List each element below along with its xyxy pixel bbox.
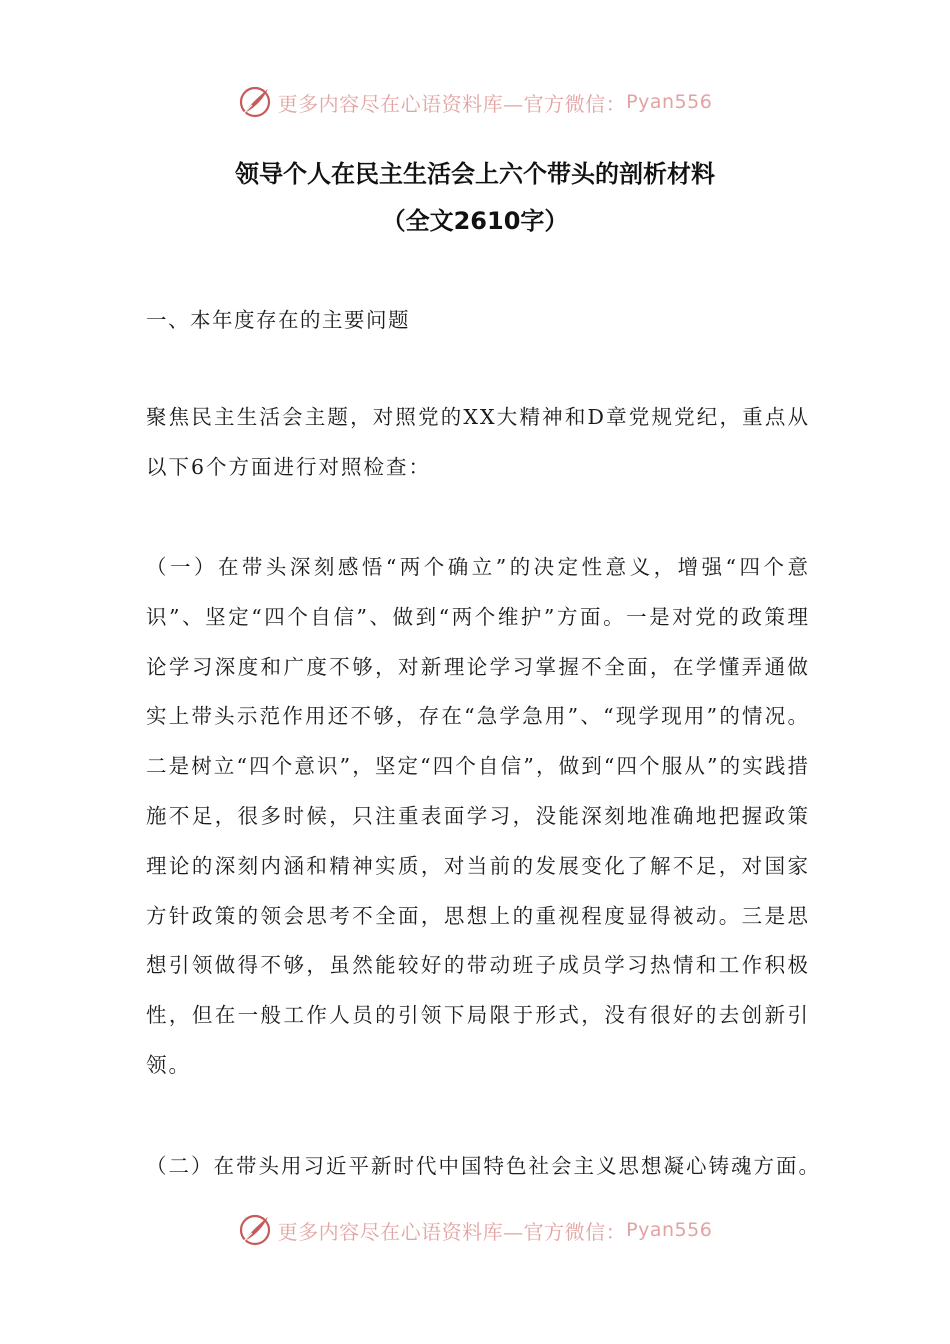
quill-pen-logo-icon bbox=[238, 1213, 272, 1247]
watermark-footer bbox=[0, 1210, 950, 1250]
section1-paragraph: （一）在带头深刻感悟“两个确立”的决定性意义，增强“四个意识”、坚定“四个自信”、做到“两个维护”方面。一是对党的政策理论学习深度和广度不够，对新理论学习掌握不全面，在学懂弄通做实上带头示范作用还不够，存在“急学急用”、“现学现用”的情况。二是树立“四个意识”，坚定“四个自信”，做到“四个服从”的实践措施不足，很多时候，只注重表面学习，没能深刻地准确地把握政策理论的深刻内涵和精神实质，对当前的发展变化了解不足，对国家方针政策的领会思考不全面，思想上的重视程度显得被动。三是思想引领做得不够，虽然能较好的带动班子成员学习热情和工作积极性，但在一般工作人员的引领下局限于形式，没有很好的去创新引领。 bbox=[146, 555, 810, 1077]
watermark-header bbox=[0, 82, 950, 122]
document-subtitle: （全文2610字） bbox=[381, 207, 569, 235]
watermark-wechat-id: Pyan556 bbox=[626, 1219, 713, 1241]
section-heading: 一、本年度存在的主要问题 bbox=[146, 308, 410, 332]
quill-pen-logo-icon bbox=[238, 85, 272, 119]
watermark-text: 更多内容尽在心语资料库—官方微信： bbox=[277, 1219, 627, 1244]
document-title: 领导个人在民主生活会上六个带头的剖析材料 bbox=[235, 160, 715, 188]
watermark-text: 更多内容尽在心语资料库—官方微信： bbox=[277, 91, 627, 116]
intro-paragraph: 聚焦民主生活会主题，对照党的XX大精神和D章党规党纪，重点从以下6个方面进行对照检查： bbox=[146, 405, 810, 479]
watermark-wechat-id: Pyan556 bbox=[626, 91, 713, 113]
section2-paragraph: （二）在带头用习近平新时代中国特色社会主义思想凝心铸魂方面。 bbox=[146, 1154, 821, 1178]
